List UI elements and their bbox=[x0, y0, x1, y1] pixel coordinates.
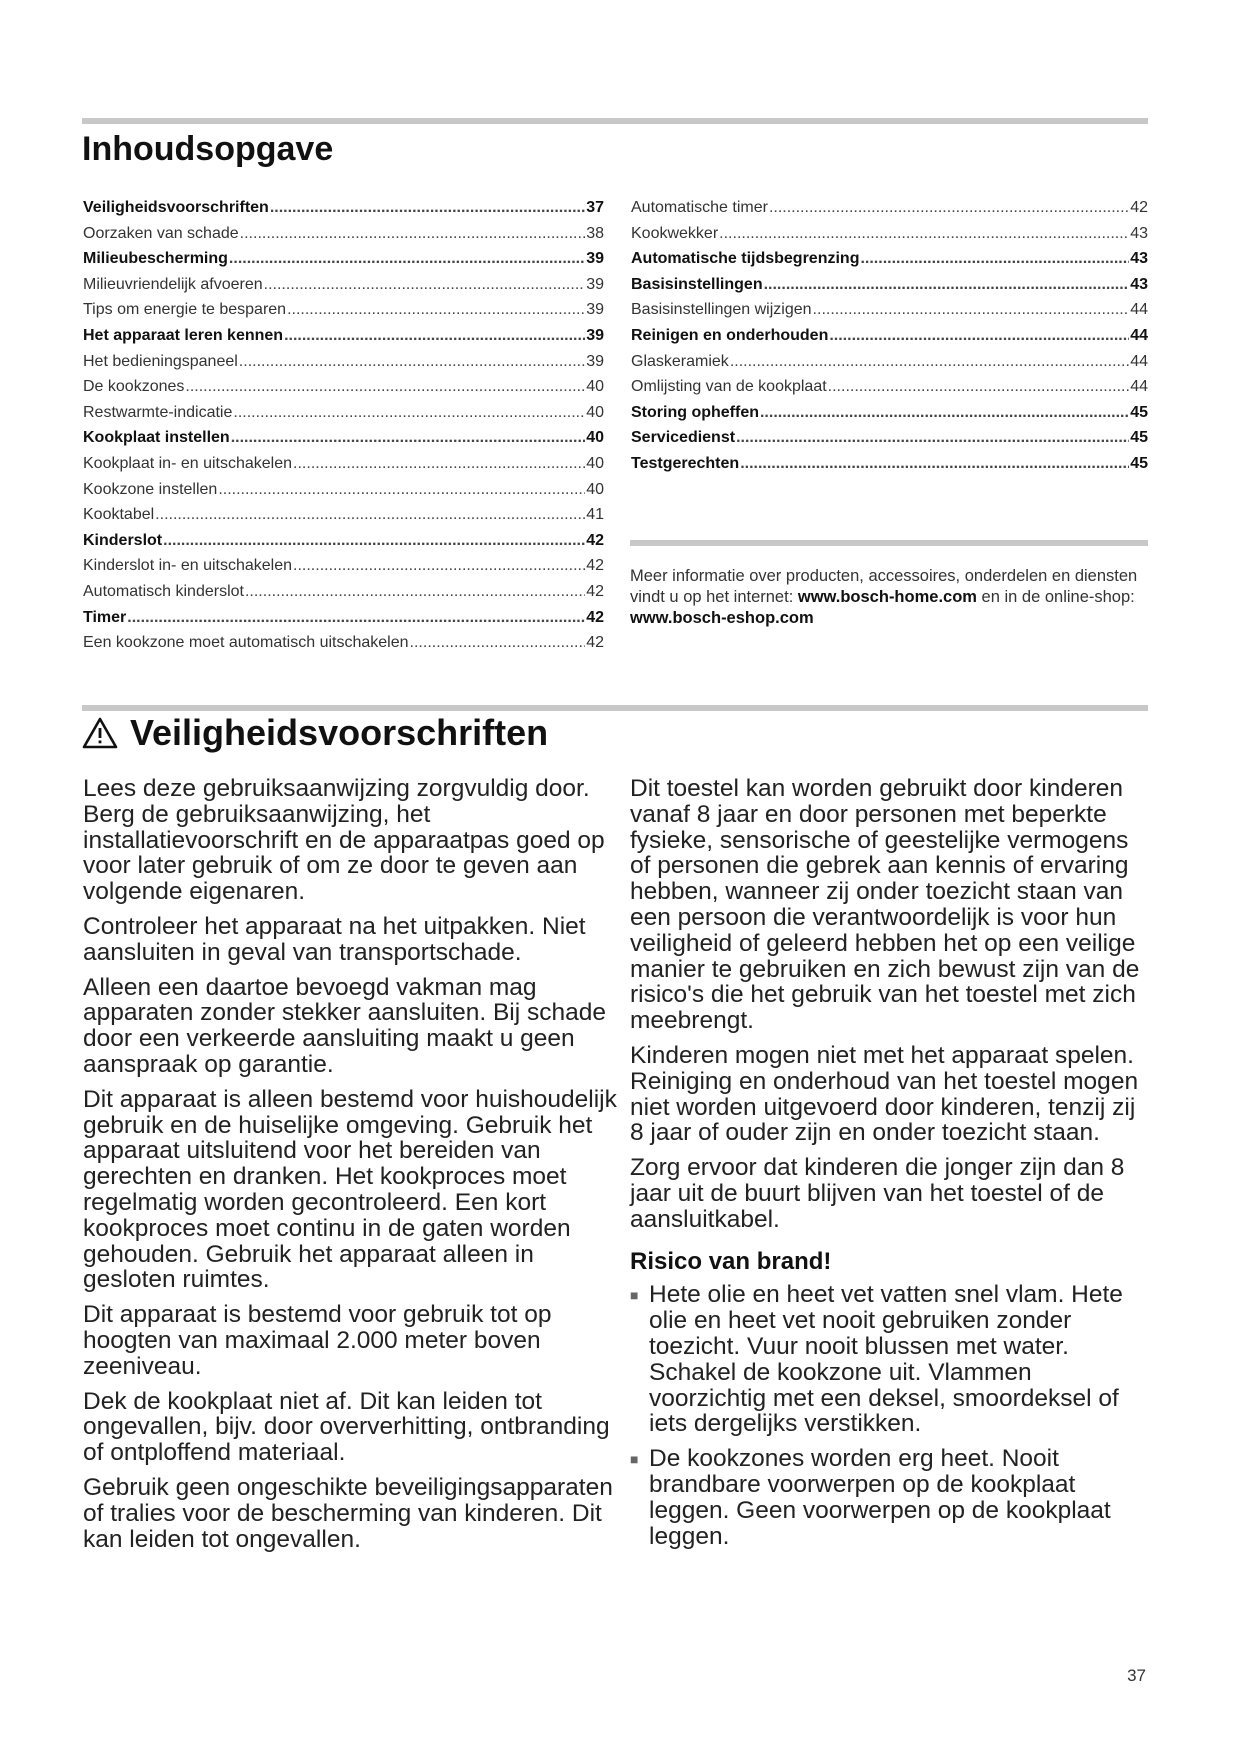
toc-entry-label: Automatisch kinderslot bbox=[83, 582, 244, 600]
info-divider bbox=[630, 540, 1148, 546]
toc-entry-page: 40 bbox=[586, 403, 604, 421]
toc-entry-label: Het bedieningspaneel bbox=[83, 352, 238, 370]
safety-left-column bbox=[83, 776, 623, 1561]
toc-entry-label: Milieubescherming bbox=[83, 250, 228, 268]
safety-right-column bbox=[630, 776, 1150, 1558]
safety-paragraph: Dit toestel kan worden gebruikt door kinderen vanaf 8 jaar en door personen met beperkte fysieke, sensorische of geestelijke vermogens of personen die gebrek aan kennis of ervaring hebben, wanneer zij onder toezicht staan van een persoon die verantwoordelijk is voor hun veiligheid of geleerd hebben het op een veilige manier te gebruiken en zich bewust zijn van de risico's die het gebruik van het toestel met zich meebrengt. bbox=[630, 775, 1140, 1035]
toc-leader bbox=[829, 323, 1129, 349]
toc-entry-label: De kookzones bbox=[83, 378, 185, 396]
toc-entry[interactable] bbox=[631, 195, 1148, 221]
toc-leader bbox=[239, 349, 585, 375]
toc-entry-label: Kookzone instellen bbox=[83, 480, 218, 498]
safety-divider bbox=[82, 705, 1148, 711]
toc-leader bbox=[764, 272, 1130, 298]
toc-entry[interactable] bbox=[83, 272, 604, 298]
toc-entry-page: 42 bbox=[586, 634, 604, 652]
toc-entry[interactable] bbox=[631, 349, 1148, 375]
toc-leader bbox=[287, 297, 585, 323]
toc-entry[interactable] bbox=[83, 553, 604, 579]
toc-title: Inhoudsopgave bbox=[82, 130, 334, 168]
toc-entry-page: 39 bbox=[586, 352, 604, 370]
toc-entry-label: Basisinstellingen wijzigen bbox=[631, 301, 812, 319]
toc-entry-page: 42 bbox=[586, 582, 604, 600]
toc-entry-label: Basisinstellingen bbox=[631, 275, 763, 293]
toc-entry-page: 38 bbox=[586, 224, 604, 242]
toc-entry[interactable] bbox=[631, 451, 1148, 477]
toc-entry[interactable] bbox=[83, 425, 604, 451]
toc-entry-page: 45 bbox=[1130, 454, 1148, 472]
toc-entry[interactable] bbox=[631, 425, 1148, 451]
toc-entry[interactable] bbox=[83, 349, 604, 375]
warning-triangle-icon bbox=[82, 716, 118, 750]
toc-leader bbox=[185, 374, 585, 400]
toc-entry-label: Oorzaken van schade bbox=[83, 224, 239, 242]
toc-entry-label: Restwarmte-indicatie bbox=[83, 403, 233, 421]
toc-entry[interactable] bbox=[83, 630, 604, 656]
toc-entry-page: 44 bbox=[1130, 352, 1148, 370]
toc-entry-page: 44 bbox=[1130, 378, 1148, 396]
toc-leader bbox=[231, 425, 586, 451]
toc-entry-label: Automatische tijdsbegrenzing bbox=[631, 250, 860, 268]
toc-leader bbox=[813, 297, 1130, 323]
toc-entry-page: 39 bbox=[586, 326, 604, 344]
toc-entry-label: Kookplaat instellen bbox=[83, 429, 230, 447]
toc-entry[interactable] bbox=[83, 477, 604, 503]
toc-entry-label: Het apparaat leren kennen bbox=[83, 326, 284, 344]
toc-entry[interactable] bbox=[631, 323, 1148, 349]
toc-leader bbox=[245, 579, 585, 605]
list-item bbox=[630, 1446, 1150, 1549]
toc-entry-label: Kookwekker bbox=[631, 224, 719, 242]
toc-entry-page: 44 bbox=[1130, 326, 1148, 344]
list-item-text: Hete olie en heet vet vatten snel vlam. Hete olie en heet vet nooit gebruiken zonder toezicht. Vuur nooit blussen met water. Schakel de kookzone uit. Vlammen voorzichtig met een deksel, smoordeksel of iets dergelijks verstikken. bbox=[649, 1281, 1123, 1438]
toc-right-column bbox=[631, 195, 1148, 477]
safety-paragraph: Zorg ervoor dat kinderen die jonger zijn dan 8 jaar uit de buurt blijven van het toestel of de aansluitkabel. bbox=[630, 1154, 1125, 1233]
toc-entry[interactable] bbox=[83, 451, 604, 477]
toc-entry[interactable] bbox=[83, 195, 604, 221]
toc-entry[interactable] bbox=[83, 374, 604, 400]
toc-leader bbox=[284, 323, 585, 349]
toc-entry-page: 42 bbox=[586, 608, 604, 626]
toc-leader bbox=[127, 605, 585, 631]
toc-entry[interactable] bbox=[83, 579, 604, 605]
toc-entry-label: Kinderslot bbox=[83, 531, 163, 549]
toc-entry[interactable] bbox=[83, 528, 604, 554]
toc-entry[interactable] bbox=[631, 221, 1148, 247]
toc-entry-label: Servicedienst bbox=[631, 429, 736, 447]
toc-entry[interactable] bbox=[83, 297, 604, 323]
info-text-before: Meer informatie over producten, accessoires, onderdelen en diensten vindt u op het internet: bbox=[630, 567, 1138, 606]
toc-entry-label: Reinigen en onderhouden bbox=[631, 326, 829, 344]
toc-entry-label: Automatische timer bbox=[631, 199, 768, 216]
toc-entry-label: Glaskeramiek bbox=[631, 352, 729, 370]
toc-entry[interactable] bbox=[83, 605, 604, 631]
more-info-text bbox=[630, 566, 1150, 629]
toc-entry-page: 43 bbox=[1130, 250, 1148, 268]
toc-leader bbox=[163, 528, 585, 554]
toc-entry-page: 42 bbox=[586, 557, 604, 575]
safety-paragraph: Controleer het apparaat na het uitpakken. Niet aansluiten in geval van transportschade. bbox=[83, 912, 586, 966]
toc-leader bbox=[730, 349, 1129, 375]
toc-entry-page: 39 bbox=[586, 275, 604, 293]
toc-entry-label: Storing opheffen bbox=[631, 403, 759, 421]
toc-leader bbox=[719, 221, 1129, 247]
page-number: 37 bbox=[1127, 1666, 1146, 1685]
toc-entry-label: Kinderslot in- en uitschakelen bbox=[83, 557, 293, 575]
square-bullet-icon: ■ bbox=[630, 1451, 639, 1468]
toc-entry-page: 42 bbox=[1130, 199, 1148, 216]
toc-leader bbox=[740, 451, 1129, 477]
toc-leader bbox=[410, 630, 586, 656]
toc-entry[interactable] bbox=[83, 502, 604, 528]
fire-risk-heading: Risico van brand! bbox=[630, 1247, 832, 1275]
toc-entry-page: 40 bbox=[586, 454, 604, 472]
toc-entry-page: 42 bbox=[586, 531, 604, 549]
toc-leader bbox=[828, 374, 1130, 400]
toc-entry-page: 43 bbox=[1130, 275, 1148, 293]
toc-leader bbox=[736, 425, 1129, 451]
toc-entry-label: Timer bbox=[83, 608, 127, 626]
toc-entry-page: 45 bbox=[1130, 403, 1148, 421]
bosch-home-link[interactable]: www.bosch-home.com bbox=[797, 588, 977, 606]
toc-entry-page: 41 bbox=[586, 506, 604, 524]
toc-entry[interactable] bbox=[83, 323, 604, 349]
toc-entry[interactable] bbox=[631, 374, 1148, 400]
safety-paragraph: Lees deze gebruiksaanwijzing zorgvuldig door. Berg de gebruiksaanwijzing, het installatievoorschrift en de apparaatpas goed op voor later gebruik of om ze door te geven aan volgende eigenaren. bbox=[83, 775, 605, 906]
toc-leader bbox=[769, 195, 1129, 221]
toc-entry-label: Kooktabel bbox=[83, 506, 155, 524]
toc-left-column bbox=[83, 195, 604, 656]
toc-entry-page: 44 bbox=[1130, 301, 1148, 319]
safety-paragraph: Dek de kookplaat niet af. Dit kan leiden tot ongevallen, bijv. door oververhitting, ontbranding of ontploffend materiaal. bbox=[83, 1387, 610, 1467]
toc-entry-label: Omlijsting van de kookplaat bbox=[631, 378, 827, 396]
safety-paragraph: Gebruik geen ongeschikte beveiligingsapparaten of tralies voor de bescherming van kinderen. Dit kan leiden tot ongevallen. bbox=[83, 1473, 613, 1553]
toc-entry-label: Milieuvriendelijk afvoeren bbox=[83, 275, 263, 293]
toc-entry[interactable] bbox=[631, 297, 1148, 323]
square-bullet-icon: ■ bbox=[630, 1287, 639, 1304]
toc-leader bbox=[760, 400, 1129, 426]
toc-entry[interactable] bbox=[631, 272, 1148, 298]
toc-leader bbox=[233, 400, 585, 426]
safety-paragraph: Dit apparaat is alleen bestemd voor huishoudelijk gebruik en de huiselijke omgeving. Gebruik het apparaat uitsluitend voor het bereiden van gerechten en dranken. Het kookproces moet regelmatig worden gecontroleerd. Een kort kookproces moet continu in de gaten worden gehouden. Gebruik het apparaat alleen in gesloten ruimtes. bbox=[83, 1085, 617, 1294]
toc-leader bbox=[218, 477, 585, 503]
list-item-text: De kookzones worden erg heet. Nooit brandbare voorwerpen op de kookplaat leggen. Geen voorwerpen op de kookplaat leggen. bbox=[649, 1445, 1111, 1550]
toc-entry-page: 40 bbox=[586, 429, 604, 447]
toc-entry-page: 39 bbox=[586, 301, 604, 319]
safety-paragraph: Kinderen mogen niet met het apparaat spelen. Reiniging en onderhoud van het toestel mogen niet worden uitgevoerd door kinderen, tenzij zij 8 jaar of ouder zijn en onder toezicht staan. bbox=[630, 1041, 1139, 1147]
list-item bbox=[630, 1282, 1150, 1437]
safety-paragraph: Alleen een daartoe bevoegd vakman mag apparaten zonder stekker aansluiten. Bij schade door een verkeerde aansluiting maakt u geen aanspraak op garantie. bbox=[83, 973, 606, 1078]
toc-entry-page: 37 bbox=[586, 199, 604, 216]
top-divider bbox=[82, 118, 1148, 124]
info-text-middle: en in de online-shop: bbox=[976, 588, 1135, 606]
toc-entry-label: Een kookzone moet automatisch uitschakelen bbox=[83, 634, 409, 652]
toc-entry-page: 43 bbox=[1130, 224, 1148, 242]
toc-entry-label: Testgerechten bbox=[631, 454, 740, 472]
toc-entry[interactable] bbox=[83, 246, 604, 272]
toc-entry-page: 45 bbox=[1130, 429, 1148, 447]
toc-entry-page: 40 bbox=[586, 378, 604, 396]
bosch-eshop-link[interactable]: www.bosch-eshop.com bbox=[630, 609, 814, 627]
toc-entry[interactable] bbox=[631, 400, 1148, 426]
safety-heading bbox=[82, 712, 548, 754]
toc-leader bbox=[860, 246, 1129, 272]
toc-entry[interactable] bbox=[83, 400, 604, 426]
toc-leader bbox=[155, 502, 585, 528]
toc-entry-page: 40 bbox=[586, 480, 604, 498]
toc-entry-page: 39 bbox=[586, 250, 604, 268]
toc-entry-label: Tips om energie te besparen bbox=[83, 301, 287, 319]
toc-entry[interactable] bbox=[631, 246, 1148, 272]
safety-title: Veiligheidsvoorschriften bbox=[130, 712, 549, 753]
safety-paragraph: Dit apparaat is bestemd voor gebruik tot op hoogten van maximaal 2.000 meter boven zeeniveau. bbox=[83, 1301, 552, 1380]
toc-leader bbox=[293, 553, 585, 579]
toc-leader bbox=[240, 221, 586, 247]
toc-leader bbox=[270, 195, 585, 221]
toc-leader bbox=[229, 246, 585, 272]
toc-entry[interactable] bbox=[83, 221, 604, 247]
toc-leader bbox=[293, 451, 585, 477]
toc-entry-label: Kookplaat in- en uitschakelen bbox=[83, 454, 293, 472]
toc-leader bbox=[264, 272, 586, 298]
toc-entry-label: Veiligheidsvoorschriften bbox=[83, 199, 269, 216]
